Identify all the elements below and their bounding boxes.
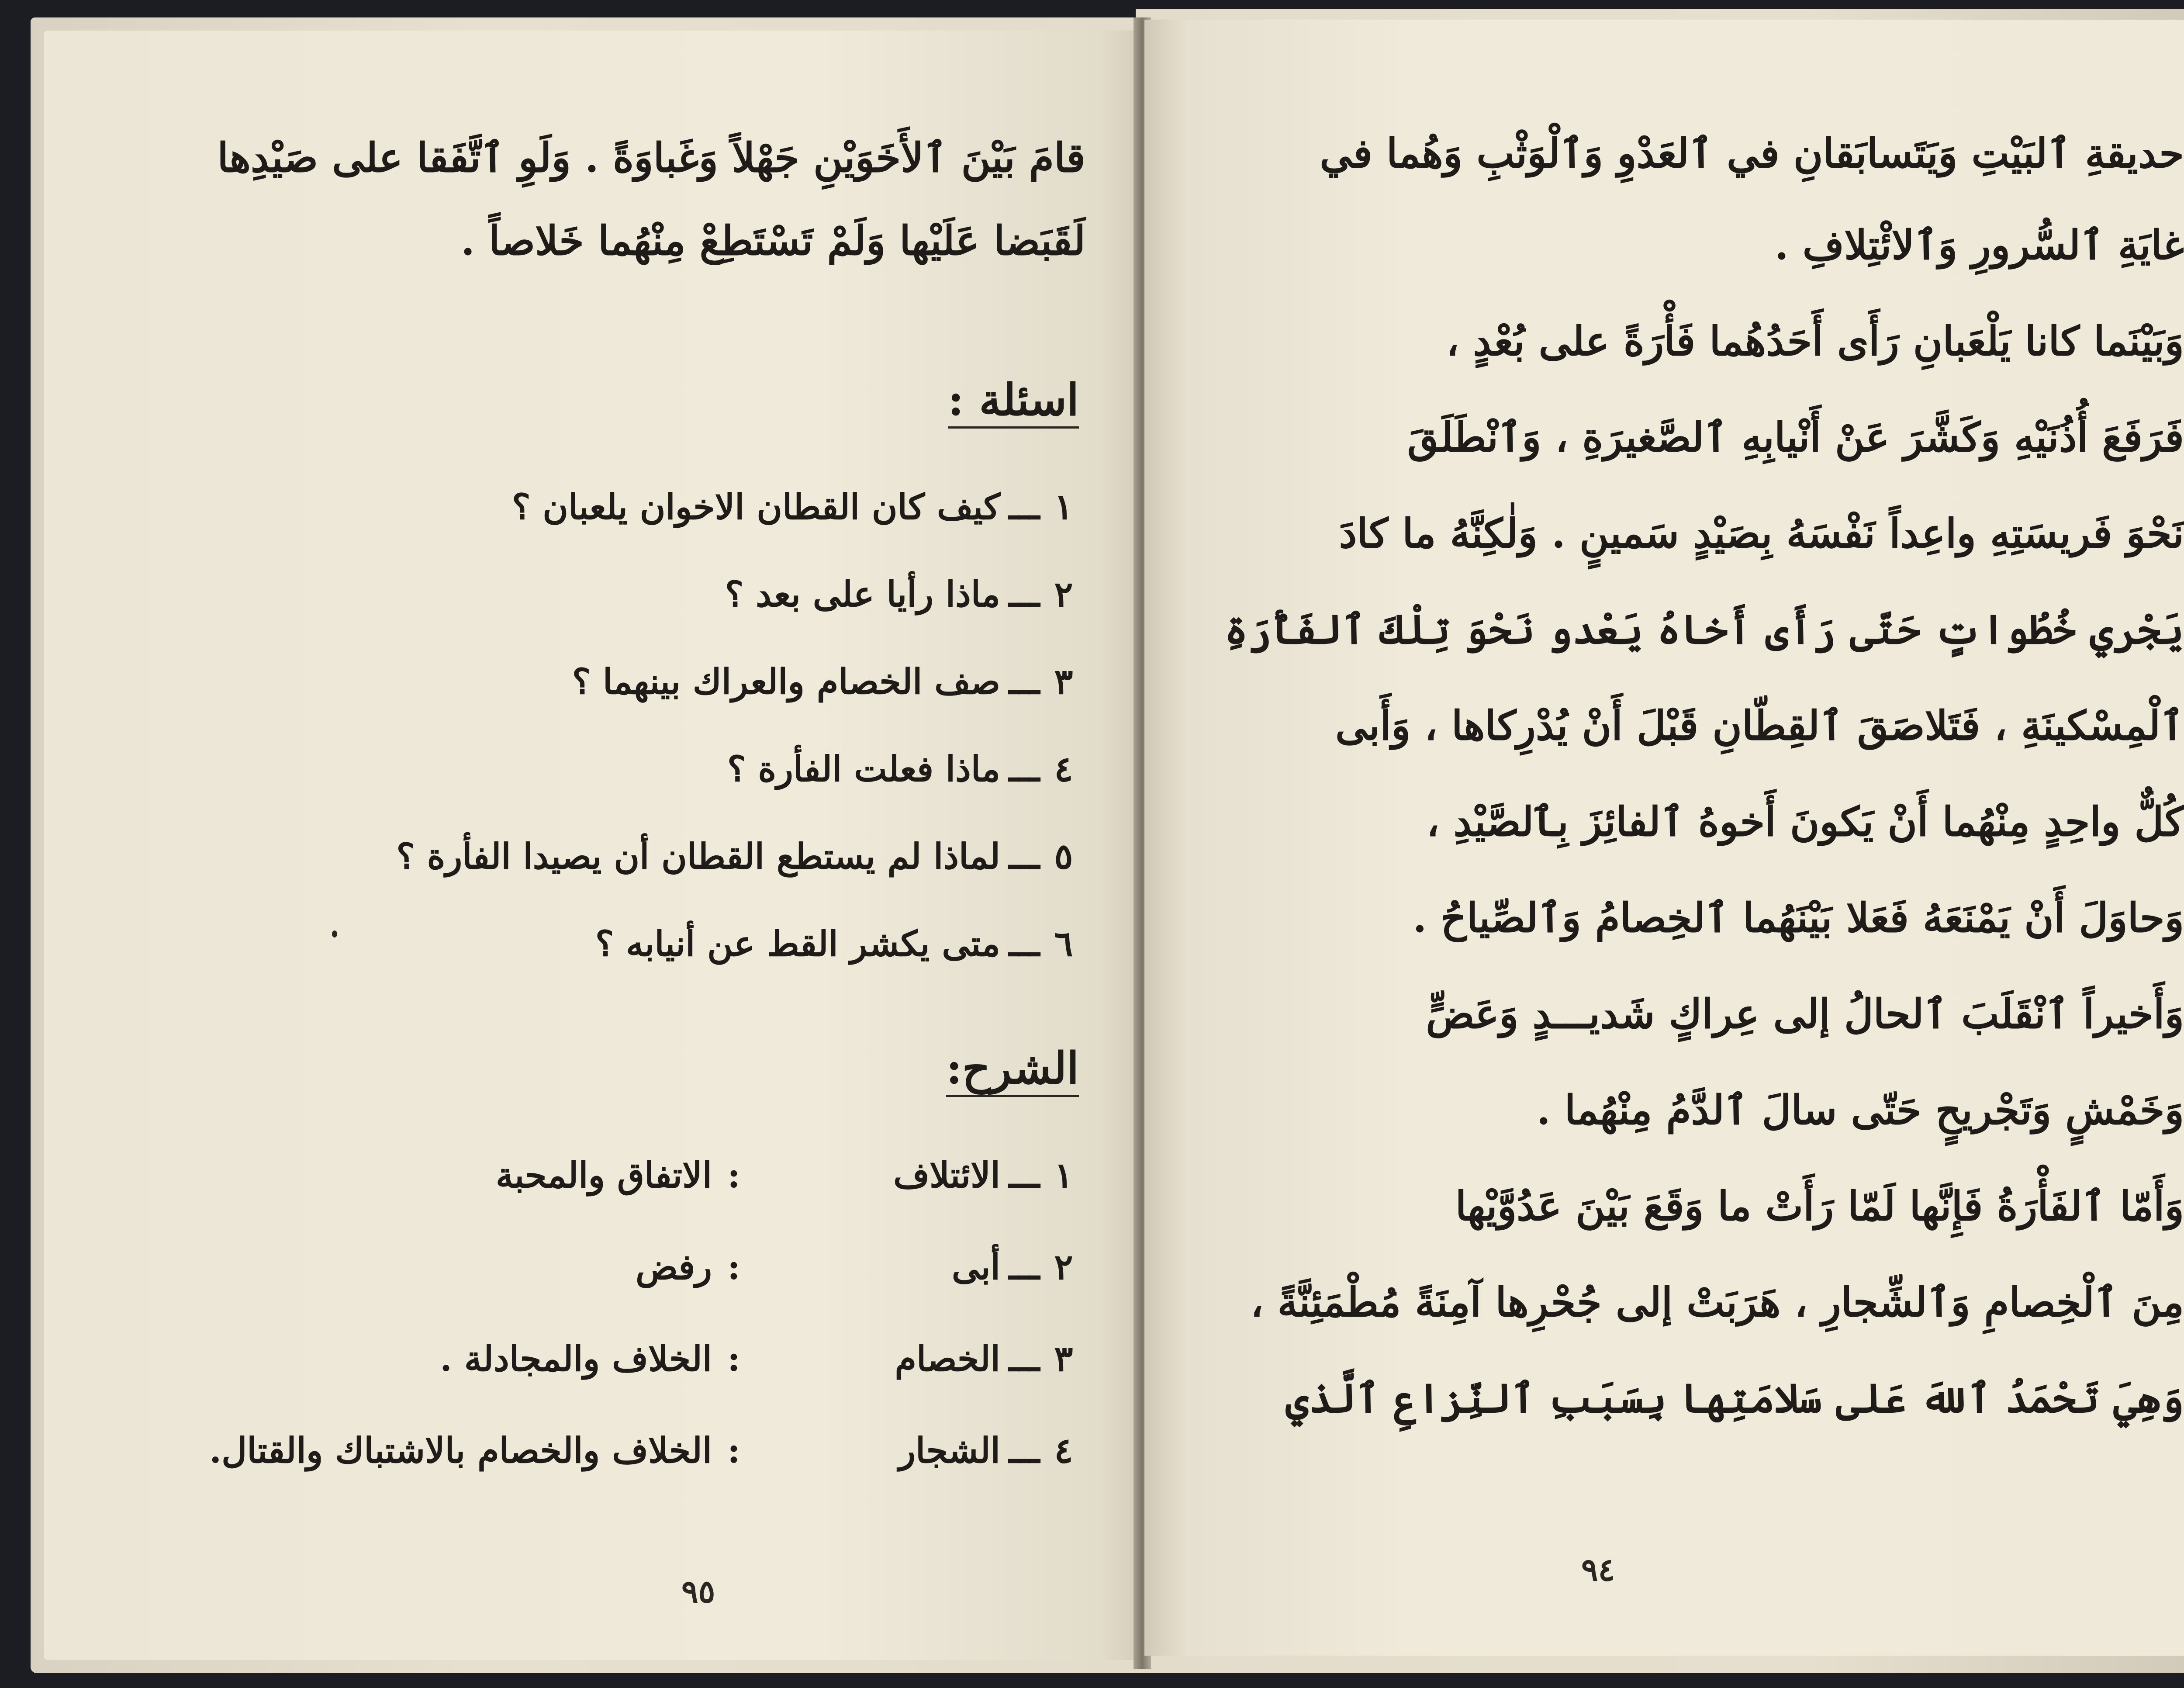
glossary-dash: ـــ [1009,1246,1040,1287]
question-dash: ـــ [1009,486,1040,527]
left-page [44,31,1144,1660]
text-line: حديقةِ ٱلبَيْتِ وَيَتَسابَقانِ في ٱلعَدْوِ وَٱلْوَثْبِ وَهُما في [1320,130,2184,177]
glossary-definition: الاتفاق والمحبة [495,1155,712,1196]
question-text: صف الخصام والعراك بينهما ؟ [572,661,1000,702]
text-line: كُلٌّ واحِدٍ مِنْهُما أَنْ يَكونَ أَخوهُ ٱلفائِزَ بِٱلصَّيْدِ ، [1426,798,2184,845]
question-number: ٢ [1054,574,1073,615]
question-text: كيف كان القطان الاخوان يلعبان ؟ [511,486,1000,527]
glossary-dash: ـــ [1009,1430,1040,1471]
right-page-text [1224,130,2184,1531]
glossary-colon: : [727,1430,740,1471]
question-number: ٤ [1054,748,1073,789]
question-item [725,574,1079,615]
page-number: ٩٥ [681,1573,715,1610]
glossary-dash: ـــ [1009,1155,1040,1196]
glossary-term: الائتلاف [893,1155,1000,1196]
question-text: متى يكشر القط عن أنيابه ؟ [595,923,1000,964]
glossary-item [636,1246,1079,1287]
text-line: وَهِيَ تَحْمَدُ ٱللهَ عَلى سَلامَتِها بِسَبَبِ ٱلنِّزاعِ ٱلَّذي [1285,1375,2184,1422]
glossary-term: أبى [951,1246,1000,1287]
glossary-dash: ـــ [1009,1338,1040,1379]
glossary-definition: الخلاف والخصام بالاشتباك والقتال. [209,1430,712,1471]
glossary-definition: رفض [636,1246,712,1287]
question-item [511,486,1079,527]
question-number: ١ [1054,486,1073,527]
glossary-term: الشجار [898,1430,1000,1471]
ink-speck [332,930,337,937]
text-line: وَأَخيراً ٱنْقَلَبَ ٱلحالُ إلى عِراكٍ شَديـــدٍ وَعَضٍّ [1426,990,2184,1038]
question-number: ٦ [1054,923,1073,964]
left-page-text [155,134,1085,312]
text-line: وَخَمْشٍ وَتَجْريحٍ حَتّى سالَ ٱلدَّمُ مِنْهُما . [1536,1086,2184,1134]
question-text: ماذا رأيا على بعد ؟ [725,574,1000,615]
glossary-number: ٢ [1054,1246,1073,1287]
glossary-number: ٤ [1054,1430,1073,1471]
question-dash: ـــ [1009,748,1040,789]
question-item [595,923,1079,964]
glossary-colon: : [727,1155,740,1196]
question-number: ٥ [1054,836,1073,877]
question-number: ٣ [1054,661,1073,702]
glossary-colon: : [727,1338,740,1379]
text-line: فَرَفَعَ أُذُنَيْهِ وَكَشَّرَ عَنْ أَنْيابِهِ ٱلصَّغيرَةِ ، وَٱنْطَلَقَ [1407,414,2184,461]
question-dash: ـــ [1009,661,1040,702]
question-dash: ـــ [1009,574,1040,615]
glossary-number: ١ [1054,1155,1073,1196]
text-line: نَحْوَ فَريسَتِهِ واعِداً نَفْسَهُ بِصَيْدٍ سَمينٍ . وَلٰكِنَّهُ ما كادَ [1339,510,2184,557]
question-dash: ـــ [1009,836,1040,877]
question-text: ماذا فعلت الفأرة ؟ [727,748,1000,789]
text-line: يَجْري خُطُواتٍ حَتّى رَأَى أَخاهُ يَعْدو نَحْوَ تِلْكَ ٱلفَأْرَةِ [1224,606,2184,653]
text-line: ٱلْمِسْكينَةِ ، فَتَلاصَقَ ٱلقِطّانِ قَبْلَ أَنْ يُدْرِكاها ، وَأَبى [1335,702,2184,749]
glossary-colon: : [727,1246,740,1287]
question-text: لماذا لم يستطع القطان أن يصيدا الفأرة ؟ [396,836,1000,877]
questions-heading: اسئلة : [948,376,1079,429]
glossary-item [209,1430,1079,1471]
glossary-item [440,1338,1079,1379]
question-dash: ـــ [1009,923,1040,964]
question-item [572,661,1079,702]
glossary-term: الخصام [895,1338,1000,1379]
glossary-number: ٣ [1054,1338,1073,1379]
text-line: قامَ بَيْنَ ٱلأَخَوَيْنِ جَهْلاً وَغَباوَةً . وَلَوِ ٱتَّفَقا على صَيْدِها [217,134,1085,181]
question-item [727,748,1079,789]
text-line: لَقَبَضا عَلَيْها وَلَمْ تَسْتَطِعْ مِنْهُما خَلاصاً . [460,217,1085,264]
glossary-heading: الشرح: [946,1044,1079,1097]
text-line: وَبَيْنَما كانا يَلْعَبانِ رَأَى أَحَدُهُما فَأْرَةً على بُعْدٍ ، [1446,318,2184,365]
question-item [396,836,1079,877]
right-page [1144,20,2184,1656]
text-line: وَحاوَلَ أَنْ يَمْنَعَهُ فَعَلا بَيْنَهُما ٱلخِصامُ وَٱلصِّياحُ . [1413,894,2184,941]
page-number: ٩٤ [1581,1551,1615,1588]
text-line: وَأَمّا ٱلفَأْرَةُ فَإِنَّها لَمّا رَأَتْ ما وَقَعَ بَيْنَ عَدُوَّيْها [1455,1183,2184,1230]
glossary-definition: الخلاف والمجادلة . [440,1338,712,1379]
text-line: غايَةِ ٱلسُّرورِ وَٱلائْتِلافِ . [1774,221,2184,269]
text-line: مِنَ ٱلْخِصامِ وَٱلشِّجارِ ، هَرَبَتْ إلى جُحْرِها آمِنَةً مُطْمَئِنَّةً ، [1250,1279,2184,1326]
glossary-item [495,1155,1079,1196]
